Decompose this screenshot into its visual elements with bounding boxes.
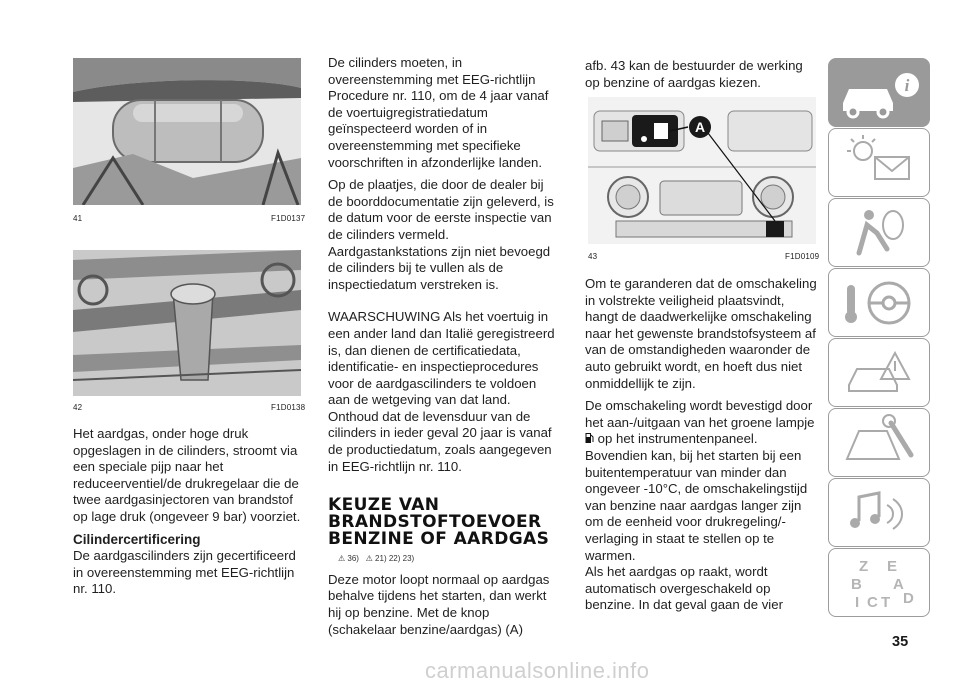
- figure-42-code: F1D0138: [271, 403, 306, 412]
- figure-43-number: 43: [588, 252, 598, 261]
- svg-text:E: E: [887, 558, 898, 575]
- figure-43-image: [588, 97, 816, 244]
- tab-car-info[interactable]: [828, 58, 930, 127]
- svg-text:B: B: [851, 576, 862, 593]
- paragraph: De cilinders moeten, in overeenstemming met EEG-richtlijn Procedure nr. 110, om de 4 jaar vanaf de voertuigregistratiedatum geïnspecteerd worden of in overeenstemming met specifieke voorschriften in afzonderlijke landen.: [328, 55, 549, 170]
- maintenance-icon: [829, 409, 929, 476]
- tab-starting-driving[interactable]: [828, 268, 930, 337]
- tab-emergency[interactable]: [828, 338, 930, 407]
- figure-43-code: F1D0109: [785, 252, 820, 261]
- column-2-text: [328, 55, 561, 638]
- warning-ref-b: 21) 22) 23): [375, 554, 415, 564]
- paragraph-part: De omschakeling wordt bevestigd door het aan-/uitgaan van het groene lampje: [585, 398, 815, 430]
- car-info-icon: [829, 59, 929, 126]
- starting-driving-icon: [829, 269, 929, 336]
- figure-43-label: A: [694, 119, 706, 135]
- page-number: 35: [892, 634, 909, 650]
- safety-airbag-icon: [829, 199, 929, 266]
- fuel-pump-icon: [585, 431, 598, 446]
- paragraph: Deze motor loopt normaal op aardgas behalve tijdens het starten, dan werkt hij op benzine. Met de knop (schakelaar benzine/aardgas) (A): [328, 571, 550, 637]
- svg-text:Z: Z: [859, 558, 869, 575]
- emergency-icon: [829, 339, 929, 406]
- warning-ref-a: 36): [347, 554, 359, 564]
- warning-paragraph: WAARSCHUWING Als het voertuig in een ander land dan Italië geregistreerd is, dan dienen de certificatiedata, identificatie- en inspectieprocedures voor de aardgascilinders te voldoen aan de wetgeving van dat land. Onthoud dat de levensduur van de cilinders in ieder geval 20 jaar is vanaf de productiedatum, zoals aangegeven in EEG-richtlijn nr. 110.: [328, 309, 555, 474]
- figure-41-image: [73, 58, 301, 205]
- paragraph: afb. 43 kan de bestuurder de werking op benzine of aardgas kiezen.: [585, 58, 803, 90]
- column-1-text: [73, 426, 303, 598]
- tab-safety[interactable]: [828, 198, 930, 267]
- figure-41-code: F1D0137: [271, 214, 306, 223]
- svg-text:D: D: [903, 590, 914, 607]
- svg-text:i: i: [904, 76, 910, 95]
- column-3-text: [585, 276, 821, 614]
- svg-text:I: I: [855, 594, 860, 611]
- index-icon: [829, 549, 929, 616]
- paragraph: Om te garanderen dat de omschakeling in volstrekte veiligheid plaatsvindt, hangt de daadwerkelijke omschakeling naar het gewenste brandstofsysteem af van de omstandigheden waaronder de auto gebruikt wordt, en hoeft dus niet onmiddellijk te zijn.: [585, 276, 817, 391]
- svg-text:T: T: [881, 594, 891, 611]
- multimedia-icon: [829, 479, 929, 546]
- tab-maintenance[interactable]: [828, 408, 930, 477]
- paragraph: Als het aardgas op raakt, wordt automatisch overgeschakeld op benzine. In dat geval gaan de vier: [585, 564, 783, 613]
- section-heading: KEUZE VAN BRANDSTOFTOEVOER BENZINE OF AARDGAS: [328, 495, 550, 550]
- svg-text:A: A: [893, 576, 904, 593]
- watermark: carmanualsonline.info: [425, 658, 650, 683]
- warning-references: [338, 551, 561, 568]
- tab-multimedia[interactable]: [828, 478, 930, 547]
- figure-42-image: [73, 250, 301, 396]
- column-3-top-text: [585, 58, 820, 91]
- paragraph-part: op het instrumentenpaneel. Bovendien kan, bij het starten bij een buitentemperatuur van minder dan ongeveer -10°C, de omschakelingstijd van benzine naar aardgas langer zijn om de eenheid voor drukregeling/-verlaging in staat te stellen op te warmen.: [585, 431, 808, 563]
- figure-42-number: 42: [73, 403, 83, 412]
- warning-lights-icon: [829, 129, 929, 196]
- svg-text:C: C: [867, 594, 878, 611]
- paragraph: De aardgascilinders zijn gecertificeerd in overeenstemming met EEG-richtlijn nr. 110.: [73, 548, 296, 597]
- paragraph: Het aardgas, onder hoge druk opgeslagen in de cilinders, stroomt via een speciale pijp naar het reduceerventiel/de drukregelaar die de twee aardgasinjectoren van brandstof op lage druk (ongeveer 9 bar) voorziet.: [73, 426, 301, 524]
- tab-warning-lights[interactable]: [828, 128, 930, 197]
- warning-triangle-icon: ⚠: [338, 554, 346, 564]
- caution-triangle-icon: ⚠: [365, 554, 373, 564]
- tab-index[interactable]: [828, 548, 930, 617]
- figure-41-number: 41: [73, 214, 83, 223]
- subheading: Cilindercertificering: [73, 531, 201, 547]
- paragraph: Op de plaatjes, die door de dealer bij de boorddocumentatie zijn geleverd, is de datum voor de eerste inspectie van de cilinders vermeld. Aardgastankstations zijn niet bevoegd de cilinders bij te vullen als de inspectiedatum verstreken is.: [328, 177, 554, 292]
